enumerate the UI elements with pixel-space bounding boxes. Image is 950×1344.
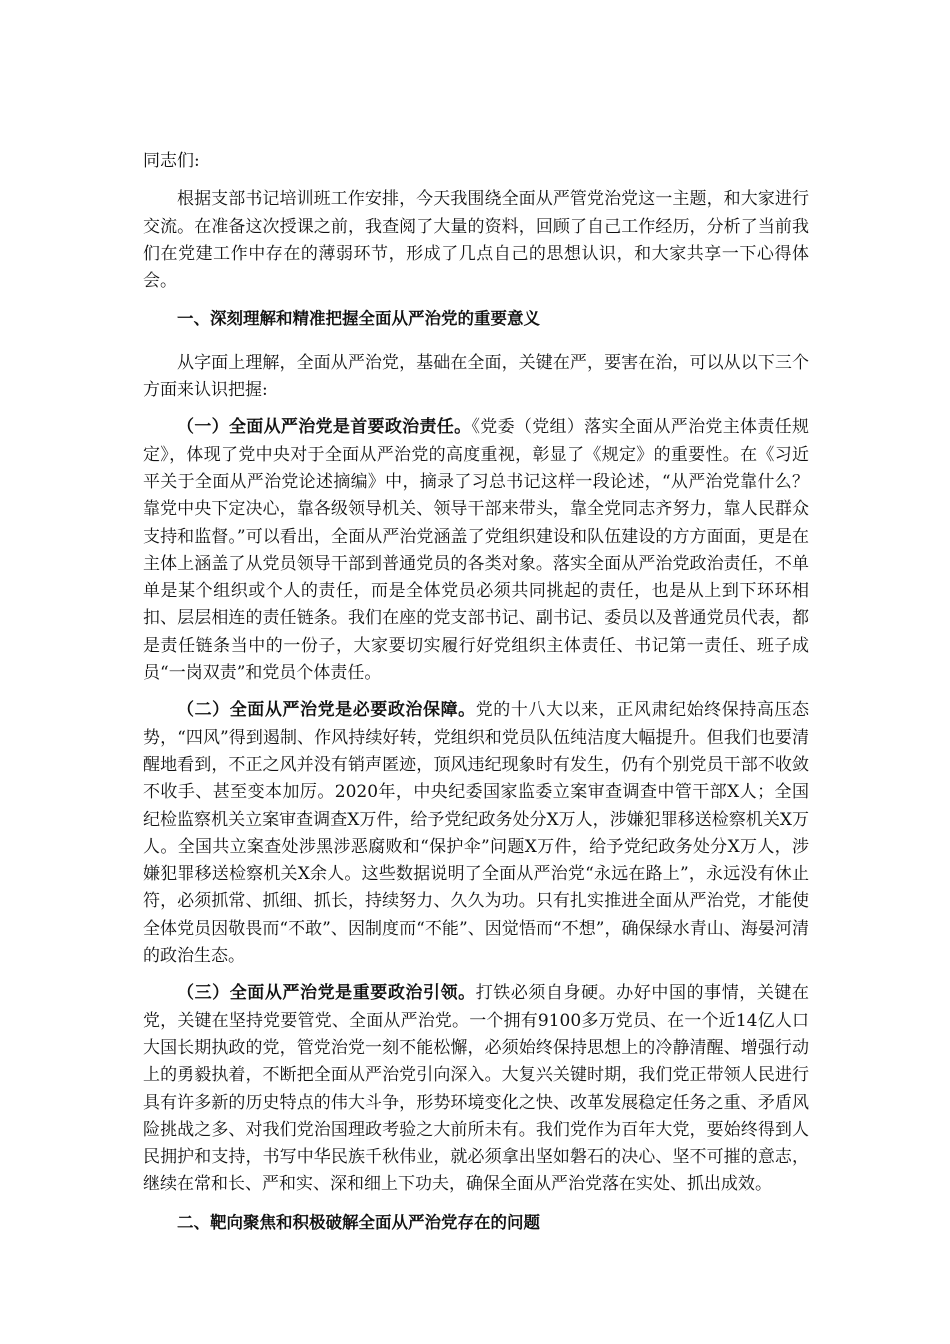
point-paragraph-2: [143, 697, 809, 970]
point-body-1: 《党委（党组）落实全面从严治党主体责任规定》，体现了党中央对于全面从严治党的高度重视，彰显了《规定》的重要性。在《习近平关于全面从严治党论述摘编》中，摘录了习总书记这样一段论述，“从严治党靠什么？靠党中央下定决心，靠各级领导机关、领导干部来带头，靠全党同志齐努力，靠人民群众支持和监督。”可以看出，全面从严治党涵盖了党组织建设和队伍建设的方方面面，更是在主体上涵盖了从党员领导干部到普通党员的各类对象。落实全面从严治党政治责任，不单单是某个组织或个人的责任，而是全体党员必须共同挑起的责任，也是从上到下环环相扣、层层相连的责任链条。我们在座的党支部书记、副书记、委员以及普通党员代表，都是责任链条当中的一份子，大家要切实履行好党组织主体责任、书记第一责任、班子成员“一岗双责”和党员个体责任。: [143, 417, 810, 684]
point-body-2: 党的十八大以来，正风肃纪始终保持高压态势，“四风”得到遏制、作风持续好转，党组织和党员队伍纯洁度大幅提升。但我们也要清醒地看到，不正之风并没有销声匿迹，顶风违纪现象时有发生，仍有个别党员干部不收敛不收手、甚至变本加厉。2020年，中央纪委国家监委立案审查调查中管干部X人；全国纪检监察机关立案审查调查X万件，给予党纪政务处分X万人，涉嫌犯罪移送检察机关X万人。全国共立案查处涉黑涉恶腐败和“保护伞”问题X万件，给予党纪政务处分X万人，涉嫌犯罪移送检察机关X余人。这些数据说明了全面从严治党“永远在路上”，永远没有休止符，必须抓常、抓细、抓长，持续努力、久久为功。只有扎实推进全面从严治党，才能使全体党员因敬畏而“不敢”、因制度而“不能”、因觉悟而“不想”，确保绿水青山、海晏河清的政治生态。: [143, 700, 810, 967]
point-paragraph-3: [143, 980, 809, 1198]
document-body: [143, 148, 809, 1253]
point-body-3: 打铁必须自身硬。办好中国的事情，关键在党，关键在坚持党要管党、全面从严治党。一个拥有9100多万党员、在一个近14亿人口大国长期执政的党，管党治党一刻不能松懈，必须始终保持思想上的冷静清醒、增强行动上的勇毅执着，不断把全面从严治党引向深入。大复兴关键时期，我们党正带领人民进行具有许多新的历史特点的伟大斗争，形势环境变化之快、改革发展稳定任务之重、矛盾风险挑战之多、对我们党治国理政考验之大前所未有。我们党作为百年大党，要始终得到人民拥护和支持，书写中华民族千秋伟业，就必须拿出坚如磐石的决心、坚不可摧的意志，继续在常和长、严和实、深和细上下功夫，确保全面从严治党落在实处、抓出成效。: [143, 983, 810, 1195]
point-lead-1: （一）全面从严治党是首要政治责任。: [177, 417, 472, 438]
point-paragraph-1: [143, 414, 809, 687]
intro-paragraph: 根据支部书记培训班工作安排，今天我围绕全面从严管党治党这一主题，和大家进行交流。在准备这次授课之前，我查阅了大量的资料，回顾了自己工作经历，分析了当前我们在党建工作中存在的薄弱环节，形成了几点自己的思想认识，和大家共享一下心得体会。: [143, 189, 809, 292]
salutation: 同志们:: [143, 151, 200, 171]
section-heading-1: 一、深刻理解和精准把握全面从严治党的重要意义: [177, 309, 540, 329]
section-heading-2: 二、靶向聚焦和积极破解全面从严治党存在的问题: [177, 1212, 540, 1232]
section1-lead-paragraph: 从字面上理解，全面从严治党，基础在全面，关键在严，要害在治，可以从以下三个方面来认识把握:: [143, 352, 809, 401]
point-lead-2: （二）全面从严治党是必要政治保障。: [177, 700, 476, 721]
point-lead-3: （三）全面从严治党是重要政治引领。: [177, 983, 476, 1004]
